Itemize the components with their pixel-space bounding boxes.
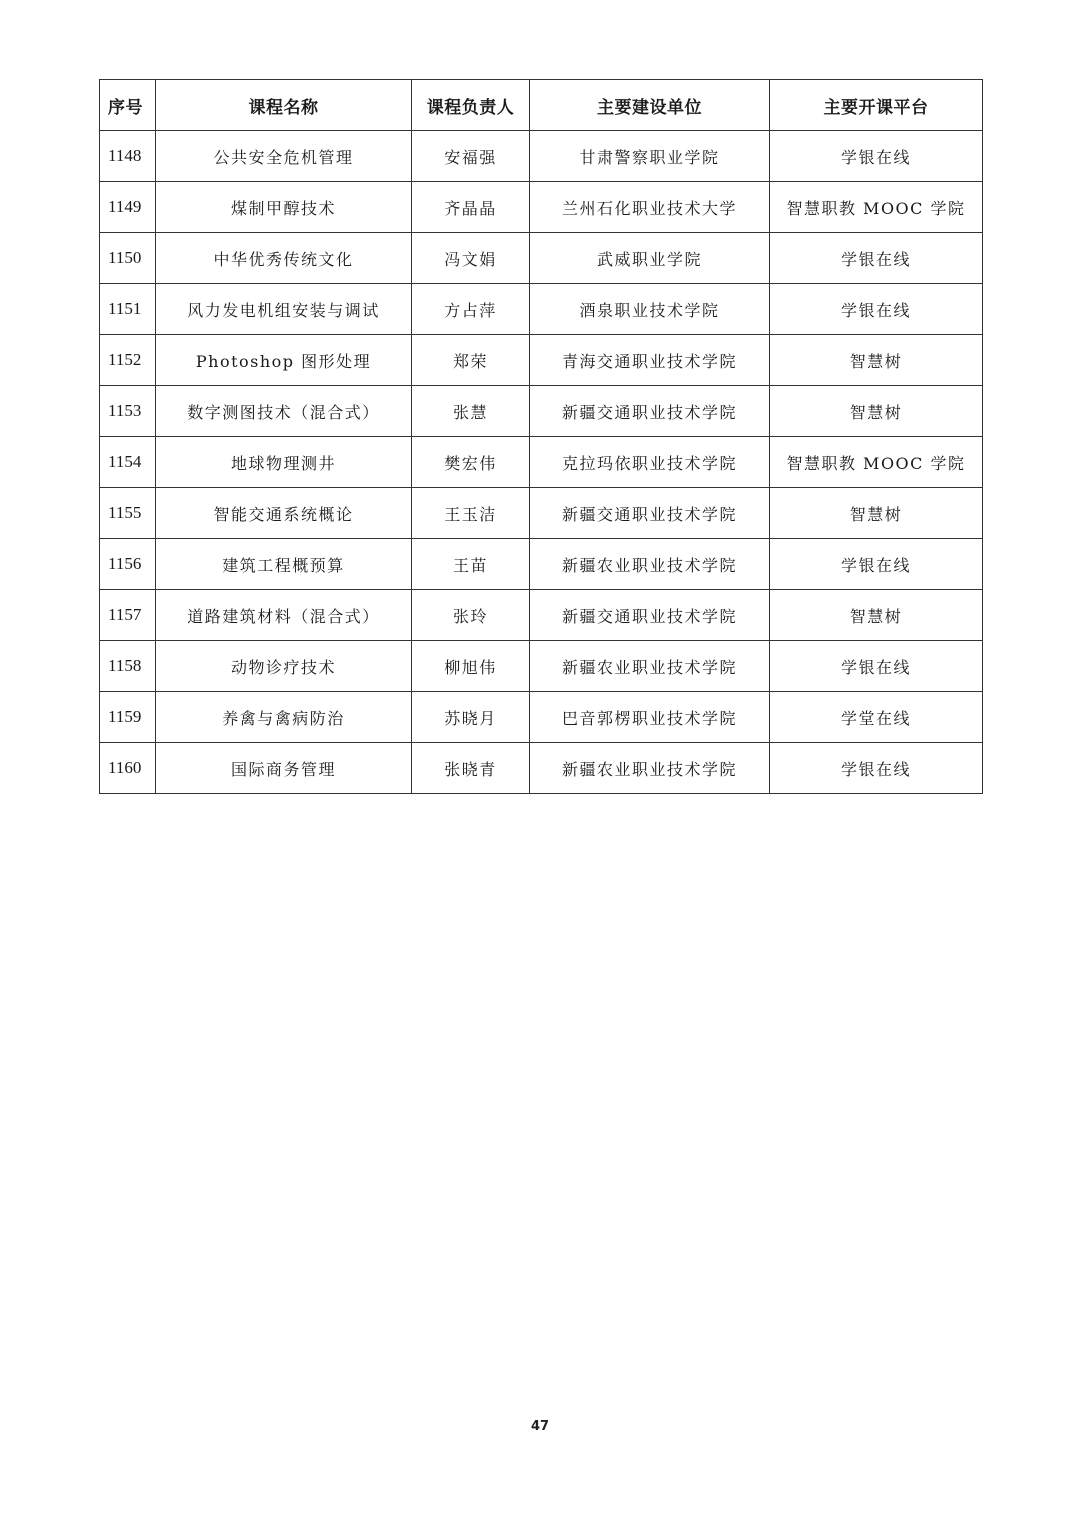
table-row <box>100 233 983 284</box>
header-course-leader: 课程负责人 <box>412 80 530 131</box>
table-row <box>100 131 983 182</box>
cell-course-name: 智能交通系统概论 <box>156 488 412 539</box>
cell-main-institution: 酒泉职业技术学院 <box>530 284 770 335</box>
table-row <box>100 386 983 437</box>
cell-course-name: 风力发电机组安装与调试 <box>156 284 412 335</box>
cell-course-leader: 王苗 <box>412 539 530 590</box>
cell-course-name: 煤制甲醇技术 <box>156 182 412 233</box>
table-row <box>100 182 983 233</box>
header-serial-number: 序号 <box>100 80 156 131</box>
cell-serial-number: 1154 <box>100 437 156 488</box>
cell-serial-number: 1153 <box>100 386 156 437</box>
cell-course-name: 国际商务管理 <box>156 743 412 794</box>
table-row <box>100 692 983 743</box>
table-row <box>100 284 983 335</box>
cell-main-institution: 武威职业学院 <box>530 233 770 284</box>
cell-main-platform: 智慧职教 MOOC 学院 <box>770 437 983 488</box>
cell-course-leader: 苏晓月 <box>412 692 530 743</box>
cell-main-platform: 智慧树 <box>770 488 983 539</box>
table-row <box>100 488 983 539</box>
cell-main-platform: 学银在线 <box>770 131 983 182</box>
cell-main-institution: 甘肃警察职业学院 <box>530 131 770 182</box>
table-row <box>100 335 983 386</box>
header-course-name: 课程名称 <box>156 80 412 131</box>
cell-main-institution: 新疆交通职业技术学院 <box>530 386 770 437</box>
cell-serial-number: 1151 <box>100 284 156 335</box>
cell-course-name: 中华优秀传统文化 <box>156 233 412 284</box>
cell-course-leader: 郑荣 <box>412 335 530 386</box>
cell-main-platform: 学银在线 <box>770 743 983 794</box>
table-row <box>100 437 983 488</box>
cell-serial-number: 1157 <box>100 590 156 641</box>
cell-course-name: 数字测图技术（混合式） <box>156 386 412 437</box>
cell-main-platform: 学银在线 <box>770 539 983 590</box>
cell-course-name: 养禽与禽病防治 <box>156 692 412 743</box>
table-row <box>100 743 983 794</box>
cell-main-platform: 学银在线 <box>770 233 983 284</box>
cell-serial-number: 1150 <box>100 233 156 284</box>
cell-main-platform: 智慧树 <box>770 590 983 641</box>
cell-serial-number: 1149 <box>100 182 156 233</box>
cell-serial-number: 1159 <box>100 692 156 743</box>
cell-main-institution: 新疆农业职业技术学院 <box>530 539 770 590</box>
cell-serial-number: 1155 <box>100 488 156 539</box>
cell-main-platform: 学银在线 <box>770 284 983 335</box>
cell-main-institution: 青海交通职业技术学院 <box>530 335 770 386</box>
cell-course-leader: 张玲 <box>412 590 530 641</box>
cell-course-name: 地球物理测井 <box>156 437 412 488</box>
cell-main-institution: 新疆交通职业技术学院 <box>530 488 770 539</box>
cell-course-leader: 方占萍 <box>412 284 530 335</box>
cell-course-name: 建筑工程概预算 <box>156 539 412 590</box>
cell-course-leader: 樊宏伟 <box>412 437 530 488</box>
cell-course-name: 公共安全危机管理 <box>156 131 412 182</box>
cell-course-leader: 张晓青 <box>412 743 530 794</box>
cell-course-leader: 张慧 <box>412 386 530 437</box>
table-row <box>100 641 983 692</box>
cell-serial-number: 1152 <box>100 335 156 386</box>
table-row <box>100 539 983 590</box>
cell-course-leader: 安福强 <box>412 131 530 182</box>
course-table <box>99 79 983 794</box>
cell-main-institution: 兰州石化职业技术大学 <box>530 182 770 233</box>
cell-course-leader: 冯文娟 <box>412 233 530 284</box>
cell-main-institution: 新疆农业职业技术学院 <box>530 743 770 794</box>
cell-serial-number: 1160 <box>100 743 156 794</box>
cell-serial-number: 1156 <box>100 539 156 590</box>
cell-main-institution: 新疆交通职业技术学院 <box>530 590 770 641</box>
header-main-platform: 主要开课平台 <box>770 80 983 131</box>
cell-course-name: 道路建筑材料（混合式） <box>156 590 412 641</box>
cell-main-platform: 智慧树 <box>770 386 983 437</box>
cell-main-institution: 巴音郭楞职业技术学院 <box>530 692 770 743</box>
cell-main-institution: 新疆农业职业技术学院 <box>530 641 770 692</box>
page-number: 47 <box>530 1419 550 1434</box>
table-header-row <box>100 80 983 131</box>
cell-serial-number: 1158 <box>100 641 156 692</box>
cell-main-platform: 智慧职教 MOOC 学院 <box>770 182 983 233</box>
cell-main-institution: 克拉玛依职业技术学院 <box>530 437 770 488</box>
cell-course-name: Photoshop 图形处理 <box>156 335 412 386</box>
cell-course-leader: 齐晶晶 <box>412 182 530 233</box>
table-row <box>100 590 983 641</box>
cell-main-platform: 智慧树 <box>770 335 983 386</box>
cell-course-leader: 王玉洁 <box>412 488 530 539</box>
header-main-institution: 主要建设单位 <box>530 80 770 131</box>
cell-main-platform: 学堂在线 <box>770 692 983 743</box>
cell-course-leader: 柳旭伟 <box>412 641 530 692</box>
cell-serial-number: 1148 <box>100 131 156 182</box>
cell-main-platform: 学银在线 <box>770 641 983 692</box>
cell-course-name: 动物诊疗技术 <box>156 641 412 692</box>
